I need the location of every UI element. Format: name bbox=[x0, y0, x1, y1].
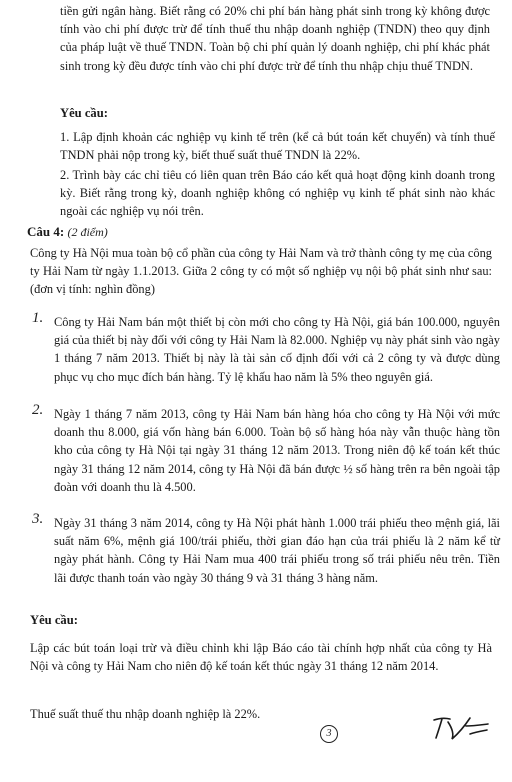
requirement-1-heading: Yêu cầu: bbox=[60, 106, 108, 120]
transaction-item-1 bbox=[32, 310, 500, 386]
transaction-item-3 bbox=[32, 511, 500, 587]
question-4-heading bbox=[27, 224, 108, 240]
item-text: Ngày 31 tháng 3 năm 2014, công ty Hà Nội phát hành 1.000 trái phiếu theo mệnh giá, lãi suất năm 6%, mệnh giá 100/trái phiếu, thời gian đáo hạn của trái phiếu là 2 năm kể từ ngày phát hành. Công ty Hải Nam mua 400 trái phiếu trong số trái phiếu nêu trên. Tiền lãi được thanh toán vào ngày 30 tháng 9 và 31 tháng 3 hàng năm. bbox=[54, 516, 500, 585]
requirement-2-text: Lập các bút toán loại trừ và điều chỉnh khi lập Báo cáo tài chính hợp nhất của công ty Hà Nội và công ty Hải Nam cho niên độ kế toán kết thúc ngày 31 tháng 12 năm 2014. bbox=[30, 641, 492, 674]
item-text: Công ty Hải Nam bán một thiết bị còn mới cho công ty Hà Nội, giá bán 100.000, nguyên giá của thiết bị này đối với công ty Hải Nam là 82.000. Nghiệp vụ này phát sinh vào ngày 1 tháng 7 năm 2013. Thiết bị này là tài sản cố định đối với cả 2 công ty và được dùng phục vụ cho mục đích bán hàng. Tỷ lệ khấu hao năm là 5% theo nguyên giá. bbox=[54, 315, 500, 384]
question-4-intro: Công ty Hà Nội mua toàn bộ cổ phần của công ty Hải Nam và trở thành công ty mẹ của công ty Hải Nam từ ngày 1.1.2013. Giữa 2 công ty có một số nghiệp vụ nội bộ phát sinh như sau: (đơn vị tính: nghìn đồng) bbox=[30, 246, 492, 297]
paragraph-top: tiền gửi ngân hàng. Biết rằng có 20% chi phí bán hàng phát sinh trong kỳ không được tính vào chi phí được trừ để tính thuế thu nhập doanh nghiệp (TNDN) theo quy định của pháp luật về thuế TNDN. Toàn bộ chi phí quản lý doanh nghiệp, chi phí khác phát sinh trong kỳ đều được tính vào chi phí được trừ để tính thu nhập chịu thuế TNDN. bbox=[60, 4, 490, 73]
requirement-2-heading: Yêu cầu: bbox=[30, 613, 78, 627]
requirement-1-item-2: 2. Trình bày các chỉ tiêu có liên quan trên Báo cáo kết quả hoạt động kinh doanh trong kỳ. Biết rằng trong kỳ, doanh nghiệp không có nghiệp vụ kinh tế phát sinh nào khác ngoài các nghiệp vụ nói trên. bbox=[60, 168, 495, 219]
tax-note: Thuế suất thuế thu nhập doanh nghiệp là 22%. bbox=[30, 707, 261, 721]
item-text: Ngày 1 tháng 7 năm 2013, công ty Hải Nam bán hàng hóa cho công ty Hà Nội với mức doanh thu 8.000, giá vốn hàng bán 6.000. Toàn bộ số hàng hóa này vẫn thuộc hàng tồn kho của công ty Hà Nội tại ngày 31 tháng 12 năm 2013. Trong niên độ kế toán kết thúc ngày 31 tháng 12 năm 2014, công ty Hà Nội đã bán được ½ số hàng trên ra bên ngoài tập đoàn với doanh thu là 4.500. bbox=[54, 407, 500, 494]
signature-icon bbox=[430, 712, 490, 742]
item-number: 2. bbox=[32, 402, 44, 418]
page-number: 3 bbox=[320, 725, 338, 743]
requirement-1-item-1: 1. Lập định khoản các nghiệp vụ kinh tế trên (kể cả bút toán kết chuyển) và tính thuế TNDN phải nộp trong kỳ, biết thuế suất thuế TNDN là 22%. bbox=[60, 130, 495, 163]
item-number: 3. bbox=[32, 511, 44, 527]
question-4-points: (2 điểm) bbox=[67, 225, 108, 239]
transaction-item-2 bbox=[32, 402, 500, 496]
item-number: 1. bbox=[32, 310, 44, 326]
question-4-label: Câu 4: bbox=[27, 224, 65, 239]
